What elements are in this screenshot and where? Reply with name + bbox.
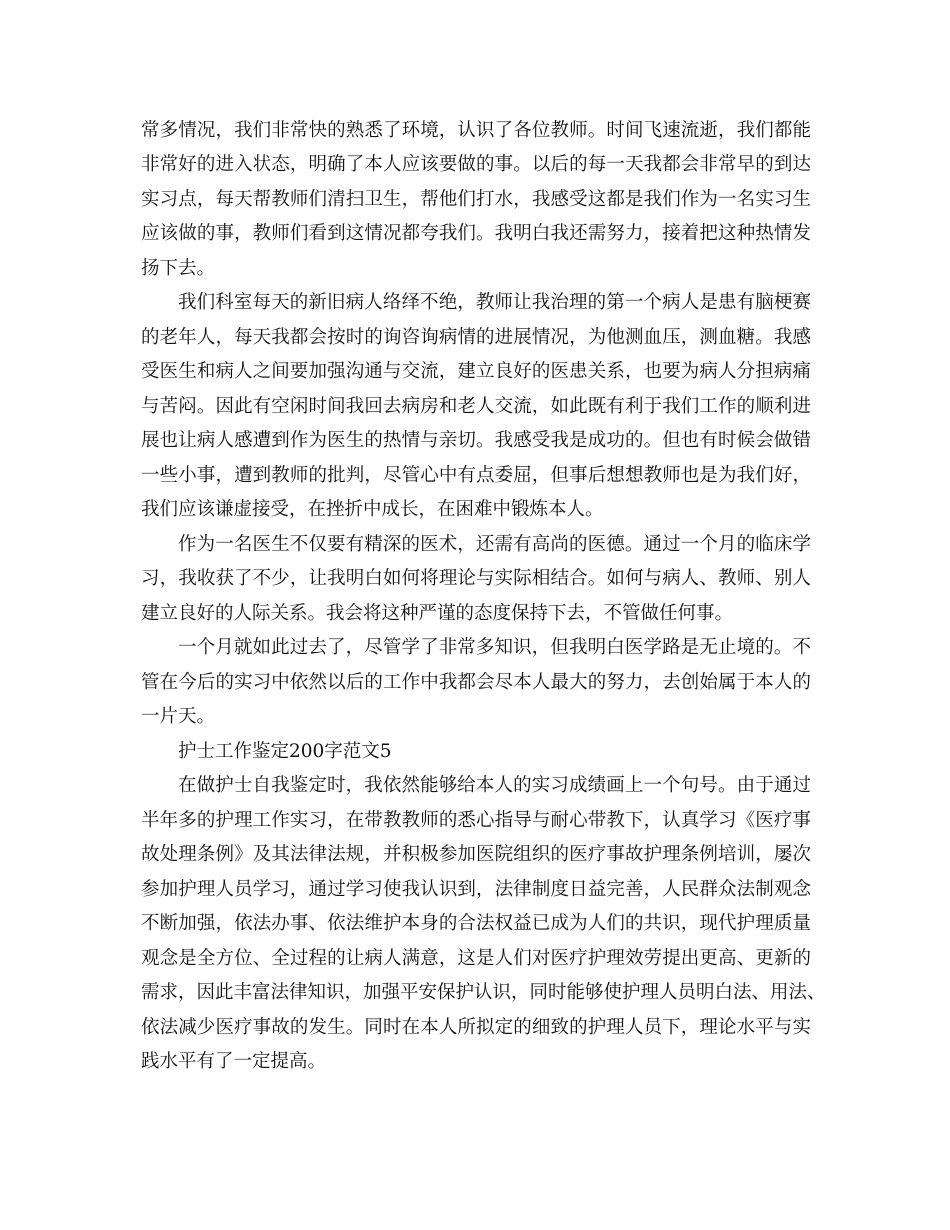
text-line: 需求，因此丰富法律知识，加强平安保护认识，同时能够使护理人员明白法、用法、 bbox=[141, 982, 826, 1003]
text-line: 依法减少医疗事故的发生。同时在本人所拟定的细致的护理人员下，理论水平与实 bbox=[141, 1017, 811, 1038]
text-line: 应该做的事，教师们看到这情况都夸我们。我明白我还需努力，接着把这种热情发 bbox=[141, 223, 811, 244]
text-line: 与苦闷。因此有空闲时间我回去病房和老人交流，如此既有利于我们工作的顺利进 bbox=[141, 396, 811, 417]
paragraph-first-line: 一个月就如此过去了，尽管学了非常多知识，但我明白医学路是无止境的。不 bbox=[178, 637, 811, 658]
text-line: 管在今后的实习中依然以后的工作中我都会尽本人最大的努力，去创始属于本人的 bbox=[141, 672, 811, 693]
text-line: 展也让病人感遭到作为医生的热情与亲切。我感受我是成功的。但也有时候会做错 bbox=[141, 430, 811, 451]
text-line: 一片天。 bbox=[141, 706, 216, 727]
section-heading: 护士工作鉴定200字范文5 bbox=[178, 741, 392, 762]
text-line: 常多情况，我们非常快的熟悉了环境，认识了各位教师。时间飞速流逝，我们都能 bbox=[141, 120, 811, 141]
text-line: 受医生和病人之间要加强沟通与交流，建立良好的医患关系，也要为病人分担病痛 bbox=[141, 361, 811, 382]
text-line: 故处理条例》及其法律法规，并积极参加医院组织的医疗事故护理条例培训，屡次 bbox=[141, 844, 811, 865]
paragraph-first-line: 我们科室每天的新旧病人络绎不绝，教师让我治理的第一个病人是患有脑梗赛 bbox=[178, 292, 811, 313]
text-line: 非常好的进入状态，明确了本人应该要做的事。以后的每一天我都会非常早的到达 bbox=[141, 154, 811, 175]
paragraph-first-line: 在做护士自我鉴定时，我依然能够给本人的实习成绩画上一个句号。由于通过 bbox=[178, 775, 811, 796]
text-line: 观念是全方位、全过程的让病人满意，这是人们对医疗护理效劳提出更高、更新的 bbox=[141, 948, 811, 969]
text-line: 习，我收获了不少，让我明白如何将理论与实际相结合。如何与病人、教师、别人 bbox=[141, 568, 811, 589]
text-line: 扬下去。 bbox=[141, 258, 216, 279]
text-line: 一些小事，遭到教师的批判，尽管心中有点委屈，但事后想想教师也是为我们好， bbox=[141, 465, 811, 486]
text-line: 的老年人，每天我都会按时的询咨询病情的进展情况，为他测血压，测血糖。我感 bbox=[141, 327, 811, 348]
text-line: 建立良好的人际关系。我会将这种严谨的态度保持下去，不管做任何事。 bbox=[141, 603, 734, 624]
text-line: 半年多的护理工作实习，在带教教师的悉心指导与耐心带教下，认真学习《医疗事 bbox=[141, 810, 811, 831]
text-line: 参加护理人员学习，通过学习使我认识到，法律制度日益完善，人民群众法制观念 bbox=[141, 879, 811, 900]
text-line: 我们应该谦虚接受，在挫折中成长，在困难中锻炼本人。 bbox=[141, 499, 604, 520]
text-line: 不断加强，依法办事、依法维护本身的合法权益已成为人们的共识，现代护理质量 bbox=[141, 913, 811, 934]
text-line: 践水平有了一定提高。 bbox=[141, 1051, 327, 1072]
paragraph-first-line: 作为一名医生不仅要有精深的医术，还需有高尚的医德。通过一个月的临床学 bbox=[178, 534, 811, 555]
text-line: 实习点，每天帮教师们清扫卫生，帮他们打水，我感受这都是我们作为一名实习生 bbox=[141, 189, 811, 210]
